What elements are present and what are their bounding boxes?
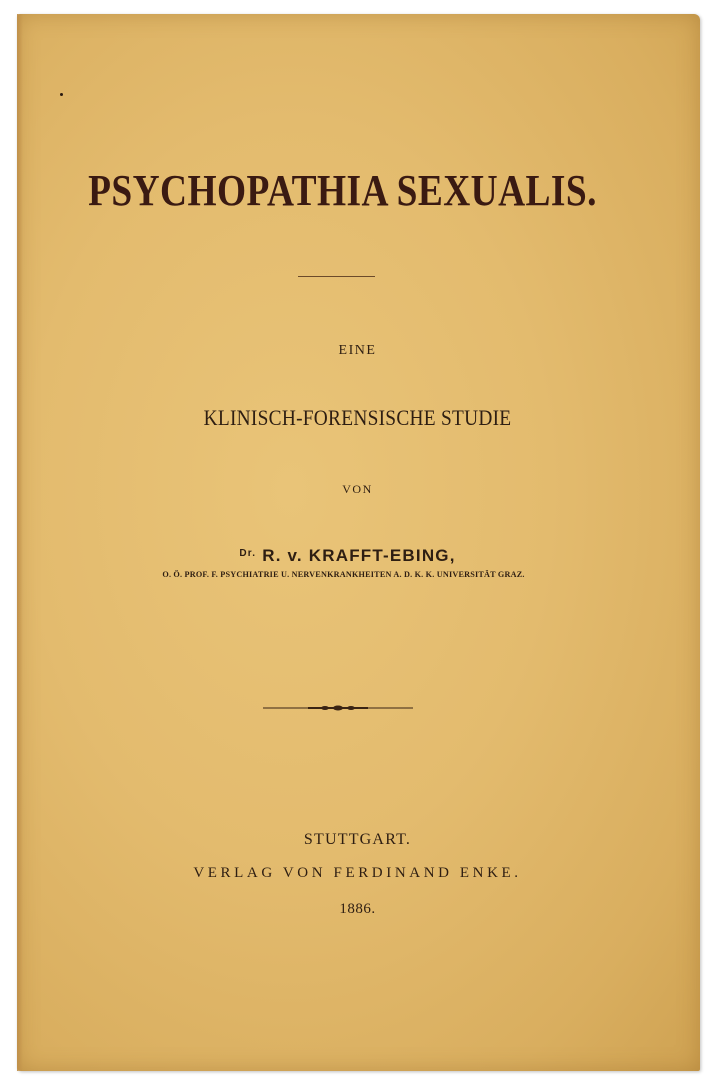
author-line — [0, 546, 705, 566]
subtitle-article: EINE — [338, 343, 377, 358]
by-line: VON — [342, 482, 373, 496]
author-title: Dr. — [239, 548, 257, 559]
book-title: PSYCHOPATHIA SEXUALIS. — [88, 166, 597, 215]
title-rule — [298, 276, 375, 277]
ink-speck — [60, 93, 63, 96]
ornamental-rule — [263, 703, 413, 713]
publication-year: 1886. — [339, 901, 376, 917]
author-name: R. v. KRAFFT-EBING, — [262, 546, 456, 565]
author-affiliation: O. Ö. PROF. F. PSYCHIATRIE U. NERVENKRANKHEITEN A. D. K. K. UNIVERSITÄT GRAZ. — [162, 570, 525, 579]
book-subtitle: KLINISCH-FORENSISCHE STUDIE — [203, 405, 512, 430]
publisher-name: VERLAG VON FERDINAND ENKE. — [193, 865, 522, 881]
publication-city: STUTTGART. — [303, 831, 412, 848]
